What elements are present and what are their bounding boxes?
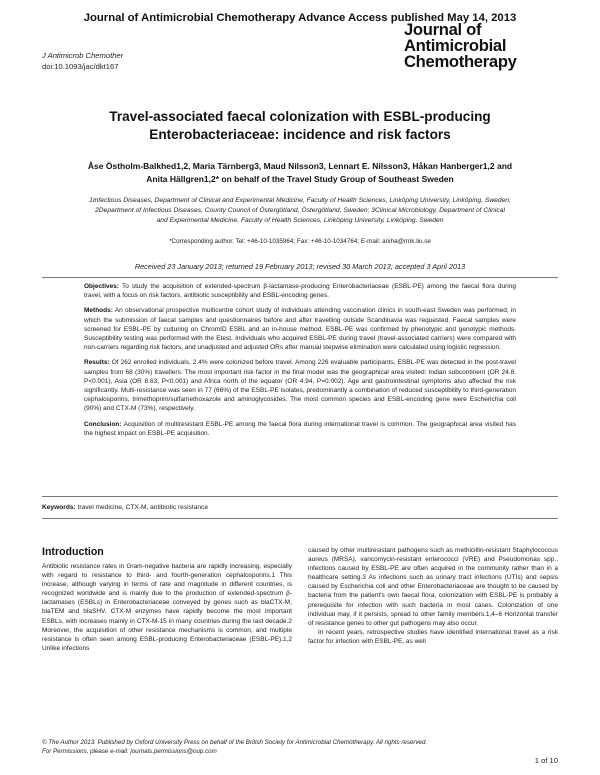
conclusion-text: Acquisition of multiresistant ESBL-PE among the faecal flora during international travel is common. The geographical area visited has the highest impact on ESBL-PE acquisition.	[84, 420, 516, 437]
affiliation-line: 2Department of Infectious Diseases, County Council of Östergötland, Östergötland, Sweden; 3Clinical Microbiology, Department of Clinical	[95, 207, 505, 214]
results-text: Of 262 enrolled individuals, 2.4% were colonized before travel. Among 226 evaluable participants, ESBL-PE was detected in the post-travel samples from 68 (30%) travellers. The most important risk factor in the final model was the geographical area visited: Indian subcontinent (OR 24.8, P<0.001), Asia (OR 8.63, P<0.001) and Africa north of the equator (OR 4.94, P=0.002). Age and gastrointestinal symptoms also affected the risk significantly. Multi-resistance was seen in 77 (66%) of the ESBL-PE isolates, predominantly a combination of reduced susceptibility to third-generation cephalosporins, trimethoprim/sulfamethoxazole and aminoglycosides. The most common species and ESBL-encoding gene were Escherichia coli (90%) and CTX-M (73%), respectively.	[84, 359, 516, 413]
keywords-label: Keywords:	[42, 504, 76, 511]
methods-label: Methods:	[84, 307, 113, 315]
affiliation-line: 1Infectious Diseases, Department of Clinical and Experimental Medicine, Faculty of Health Sciences, Linköping University, Linköping, Sweden;	[89, 197, 511, 204]
keywords-rule	[42, 518, 558, 519]
journal-abbrev: J Antimicrob Chemother	[42, 51, 124, 60]
received-dates: Received 23 January 2013; returned 19 February 2013; revised 30 March 2013; accepted 3 April 2013	[134, 262, 466, 271]
abstract-bottom-rule	[42, 496, 558, 497]
abstract-conclusion	[84, 420, 516, 438]
author-line: Åse Östholm-Balkhed1,2, Maria Tärnberg3, Maud Nilsson3, Lennart E. Nilsson3, Håkan Hanberger1,2 and	[87, 161, 513, 171]
abstract-methods	[84, 306, 516, 352]
affiliation-line: and Experimental Medicine, Faculty of Health Sciences, Linköping University, Linköping, Sweden	[156, 217, 444, 224]
copyright-footnote	[42, 738, 558, 756]
author-list	[60, 160, 540, 186]
article-title	[40, 108, 560, 144]
abstract-top-rule	[42, 277, 558, 278]
keywords	[42, 504, 208, 511]
objectives-text: To study the acquisition of extended-spectrum β-lactamase-producing Enterobacteriaceae (ESBL-PE) among the faecal flora during travel, with a focus on risk factors, antibiotic susceptibility and ESBL-encoding genes.	[84, 283, 516, 300]
journal-logo-line: Chemotherapy	[404, 52, 517, 71]
intro-paragraph: In recent years, retrospective studies have identified international travel as a risk factor for infection with ESBL-PE, as well	[308, 628, 558, 645]
author-line: Anita Hällgren1,2* on behalf of the Travel Study Group of Southeast Sweden	[146, 174, 454, 184]
abstract-objectives	[84, 282, 516, 300]
title-line: Travel-associated faecal colonization with ESBL-producing	[109, 109, 491, 124]
intro-right-column	[308, 546, 558, 646]
copyright-line: © The Author 2013. Published by Oxford University Press on behalf of the British Society for Antimicrobial Chemotherapy. All rights reserved.	[42, 739, 428, 746]
intro-paragraph: Antibiotic resistance rates in Gram-negative bacteria are rapidly increasing, especially with regard to resistance to third- and fourth-generation cephalosporins.1 This increase, although varying in terms of rate and magnitude in different countries, is recognized worldwide and is mainly due to the production of extended-spectrum β-lactamases (ESBLs) in Enterobacteriaceae conveyed by genes such as blaCTX-M, blaTEM and blaSHV. CTX-M enzymes have rapidly become the most important ESBLs, with increases mainly in CTX-M-15 in many countries during the last decade.2 Moreover, the acquisition of other resistance mechanisms is common, and multiple resistance is often seen among ESBL-producing Enterobacteriaceae (ESBL-PE).1,2 Unlike infections	[42, 563, 292, 652]
citation-block	[42, 50, 123, 72]
abstract	[84, 282, 516, 444]
intro-paragraph: caused by other multiresistant pathogens such as methicillin-resistant Staphylococcus aureus (MRSA), vancomycin-resistant enterococci (VRE) and Pseudomonas spp., infections caused by ESBL-PE are often acquired in the community rather than in a healthcare setting.3 As infections such as urinary tract infections (UTIs) and sepsis caused by Escherichia coli and other Enterobacteriaceae are thought to be caused by bacteria from the patient's own faecal flora, colonization with ESBL-PE is probably a prerequisite for infection with such bacteria in most cases. Colonization of one individual may, if it persists, spread to other family members.1,4–6 Horizontal transfer of resistance genes to other gut pathogens may also occur.	[308, 547, 558, 627]
permissions-line: For Permissions, please e-mail: journals.permissions@oup.com	[42, 748, 217, 755]
journal-logo-line: Journal of	[404, 20, 482, 39]
methods-text: An observational prospective multicentre cohort study of individuals attending vaccination clinics in south-east Sweden was performed, in which the submission of faecal samples and questionnaires before and after travelling outside Scandinavia was requested. Faecal samples were screened for ESBL-PE by culturing on ChromID ESBL and an in-house method. ESBL-PE was confirmed by phenotypic and genotypic methods. Susceptibility testing was performed with the Etest. Individuals who acquired ESBL-PE during travel (travel-associated carriers) were compared with non-carriers regarding risk factors, and unadjusted and adjusted ORs after manual stepwise elimination were calculated using logistic regression.	[84, 307, 517, 352]
title-line: Enterobacteriaceae: incidence and risk factors	[149, 127, 451, 142]
page-number: 1 of 10	[534, 756, 558, 765]
journal-logo-line: Antimicrobial	[404, 36, 507, 55]
journal-logo	[404, 22, 564, 70]
affiliations	[42, 196, 558, 226]
intro-left-column	[42, 562, 292, 653]
corresponding-author: *Corresponding author. Tel: +46-10-1035964; Fax: +46-10-1034764; E-mail: aniha@rmk.liu.se	[169, 238, 431, 245]
conclusion-label: Conclusion:	[84, 420, 122, 428]
objectives-label: Objectives:	[84, 283, 120, 290]
introduction-heading: Introduction	[42, 546, 104, 558]
advance-access-banner: Journal of Antimicrobial Chemotherapy Advance Access published May 14, 2013	[83, 12, 517, 24]
abstract-results	[84, 358, 516, 413]
keywords-text: travel medicine, CTX-M, antibiotic resistance	[77, 504, 209, 511]
doi[interactable]: doi:10.1093/jac/dkt167	[42, 62, 119, 71]
results-label: Results:	[84, 359, 110, 367]
